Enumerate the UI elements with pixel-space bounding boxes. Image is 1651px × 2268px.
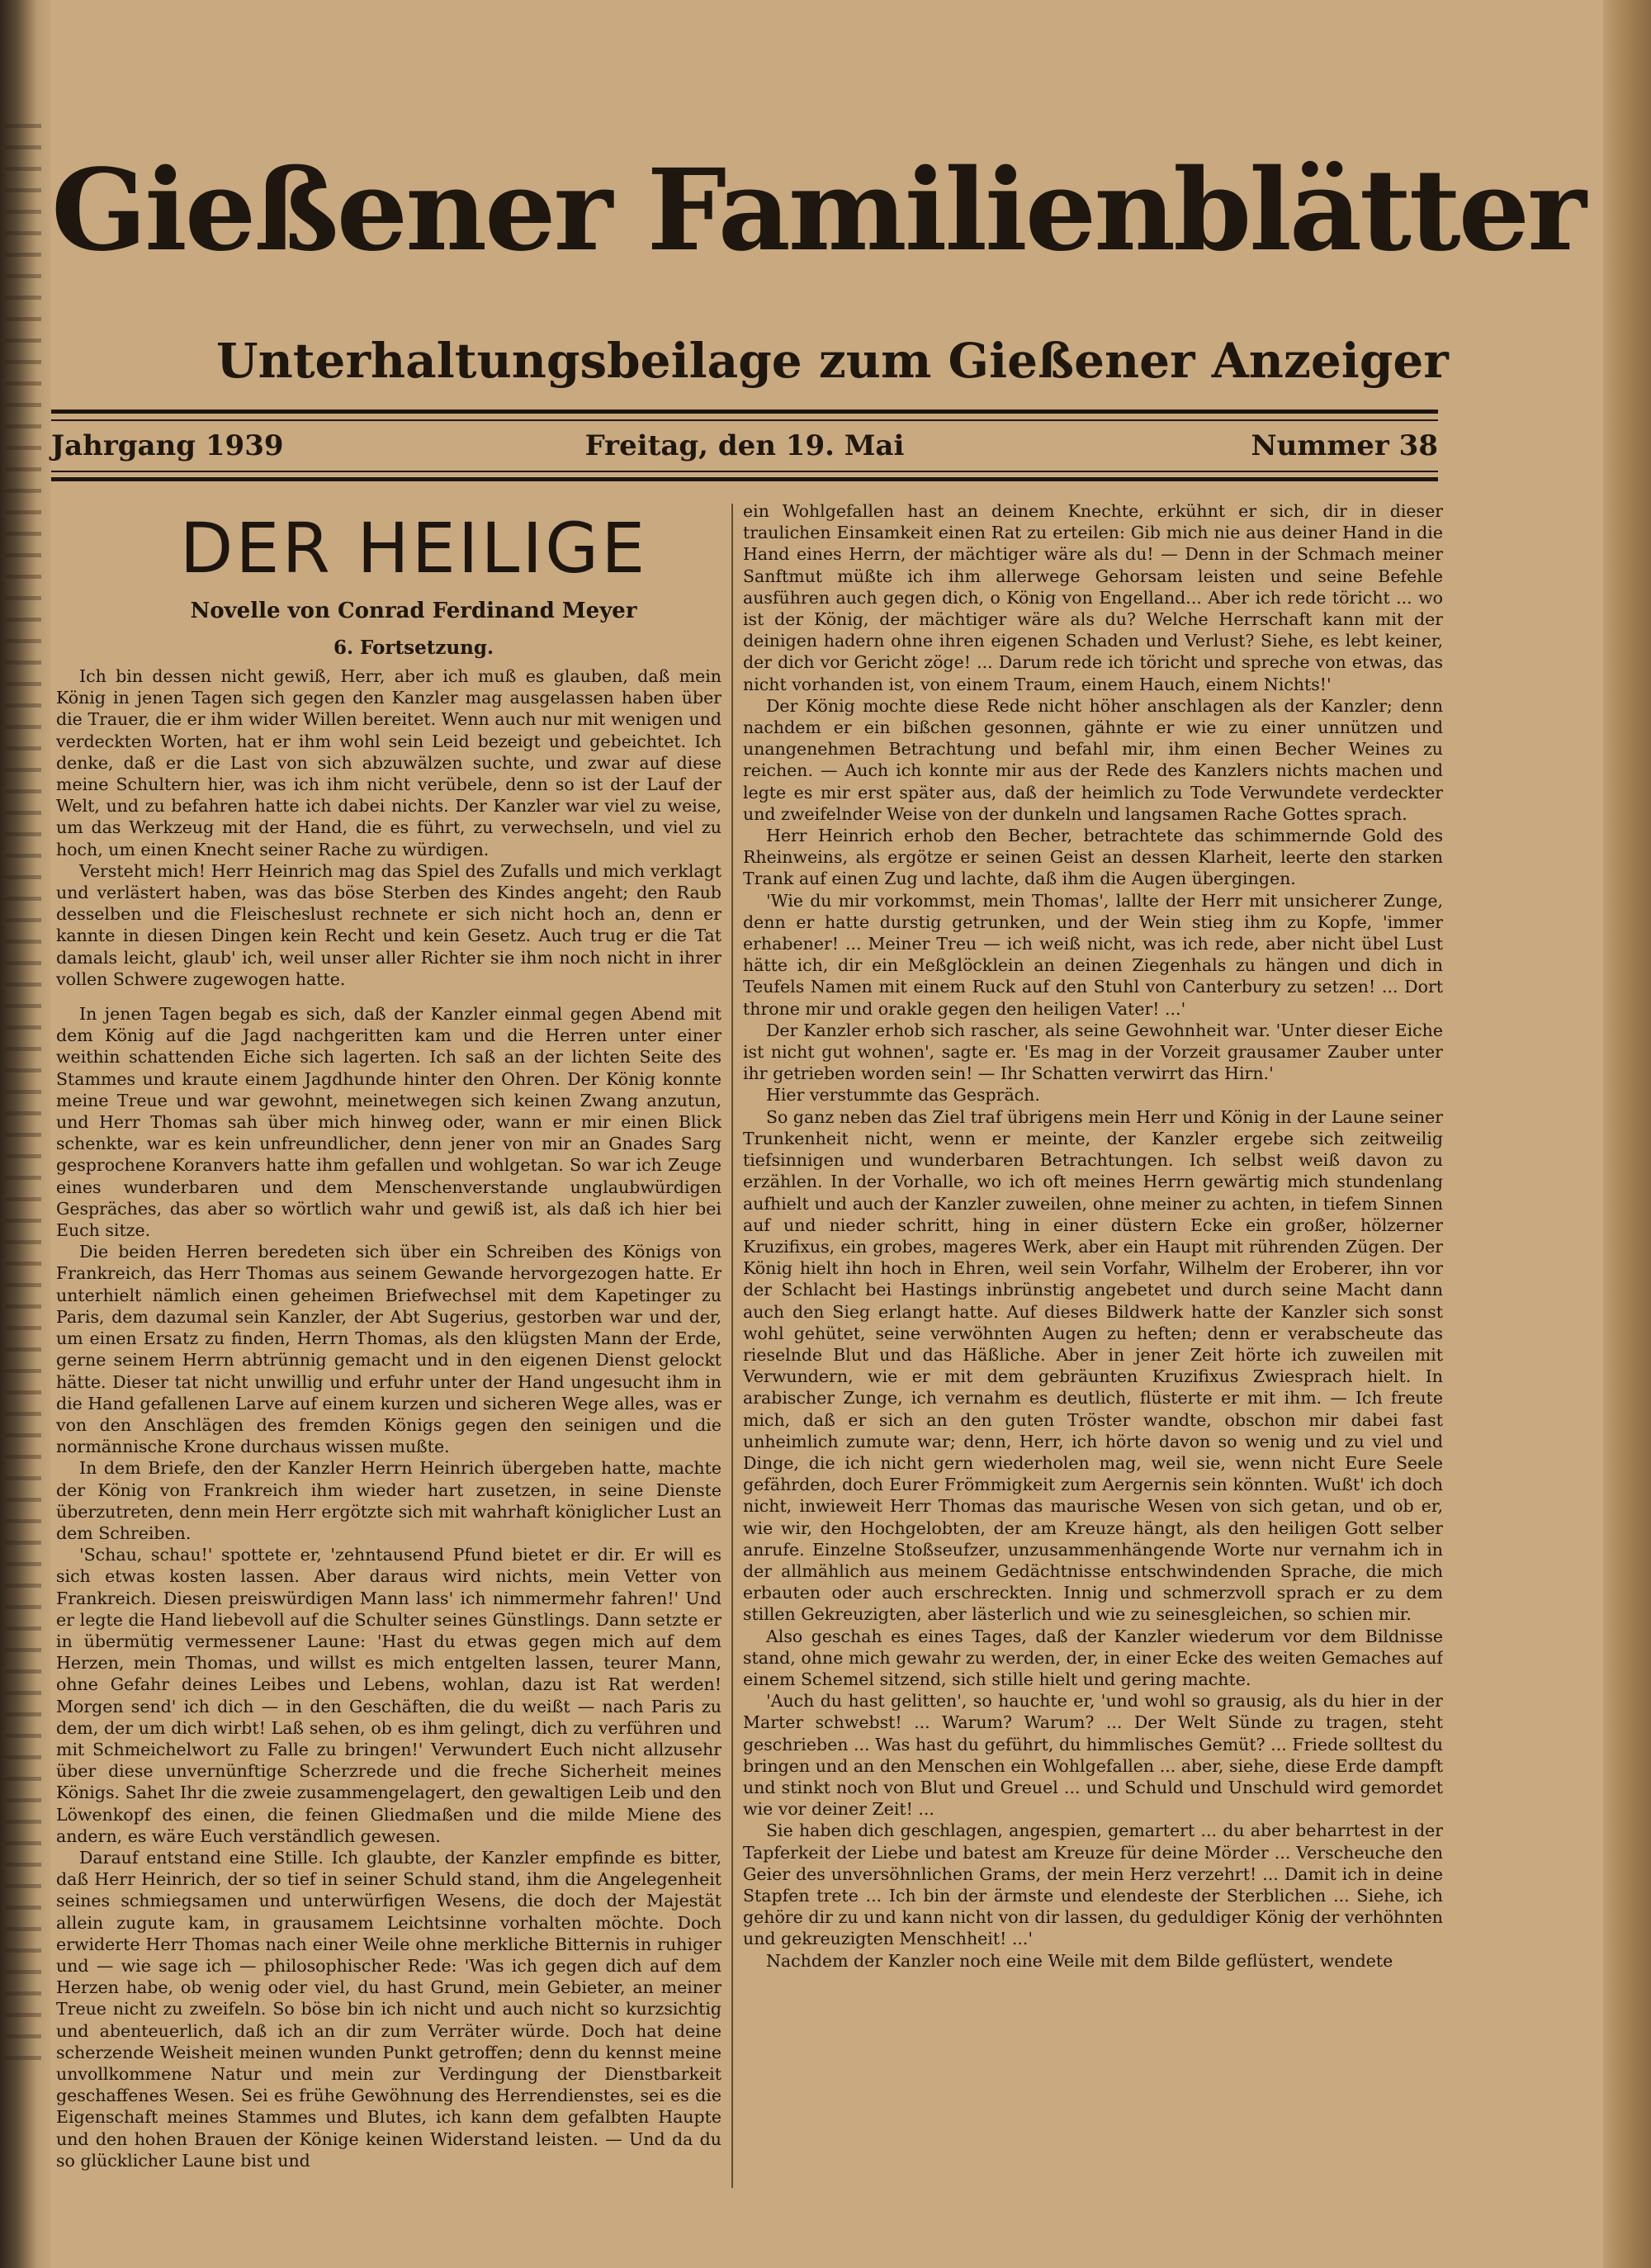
article-subtitle: Novelle von Conrad Ferdinand Meyer [190,599,637,623]
paragraph: 'Schau, schau!' spottete er, 'zehntausend Pfund bietet er dir. Er will es sich etwas kosten lassen. Aber daraus wird nichts, mein Vetter von Frankreich. Diesen preiswürdigen Mann lass' ich nimmermehr fahren!' Und er legte die Hand liebevoll auf die Schulter seines Günstlings. Dann setzte er in übermütig vermessener Laune: 'Hast du etwas gegen mich auf dem Herzen, mein Thomas, und willst es mich entgelten lassen, teurer Mann, ohne Gefahr deines Leibes und Lebens, wohlan, dazu ist Rat werden! Morgen send' ich dich — in den Geschäften, die du weißt — nach Paris zu dem, der um dich wirbt! Laß sehen, ob es ihm gelingt, dich zu verführen und mit Schmeichelwort zu Falle zu bringen!' Verwundert Euch nicht allzusehr über diese unvernünftige Scherzrede und die freche Sicherheit meines Königs. Sahet Ihr die zweie zusammengelagert, den gewaltigen Leib und den Löwenkopf des einen, die feinen Gliedmaßen und die milde Miene des andern, es wäre Euch verständlich gewesen. [56,1545,721,1846]
issue-date: Freitag, den 19. Mai [584,429,905,462]
book-binding-edge [0,0,51,2268]
page-stack-edge [1603,0,1651,2268]
paragraph: In dem Briefe, den der Kanzler Herrn Heinrich übergeben hatte, machte der König von Frankreich ihm wieder hart zusetzen, in seine Dienste überzutreten, denn mein Herr ergötzte sich mit wahrhaft königlicher Lust an dem Schreiben. [56,1458,721,1543]
article-column-left [56,500,721,2193]
masthead-subtitle: Unterhaltungsbeilage zum Gießener Anzeiger [216,333,1449,389]
column-divider [731,504,733,2188]
header-rule [51,419,1438,421]
paragraph: 'Auch du hast gelitten', so hauchte er, 'und wohl so grausig, als du hier in der Marter schwebst! ... Warum? Warum? ... Der Welt Sünde zu tragen, steht geschrieben ... Was hast du geführt, du himmlisches Gemüt? ... Friede solltest du bringen und an den Menschen ein Wohlgefallen ... aber, siehe, diese Erde dampft und stinkt noch von Blut und Greuel ... und Schuld und Unschuld wird gemordet wie vor deiner Zeit! ... [743,1691,1443,1820]
header-rule [51,477,1438,481]
paragraph: 'Wie du mir vorkommst, mein Thomas', lallte der Herr mit unsicherer Zunge, denn er hatte durstig getrunken, und der Wein stieg ihm zu Kopfe, 'immer erhabener! ... Meiner Treu — ich weiß nicht, was ich rede, aber nicht übel Lust hätte ich, dir ein Meßglöcklein an deinen Ziegenhals zu hängen und dich in Teufels Namen mit einem Ruck auf den Stuhl von Canterbury zu setzen! ... Dort throne mir und orakle gegen den heiligen Vater! ...' [743,890,1443,1019]
paragraph: Der König mochte diese Rede nicht höher anschlagen als der Kanzler; denn nachdem er ein bißchen gesonnen, gähnte er wie zu einer unnützen und unangenehmen Betrachtung und befahl mir, ihm einen Becher Weines zu reichen. — Auch ich konnte mir aus der Rede des Kanzlers nichts machen und legte es mir erst später aus, daß der heimlich zu Tode Verwundete verdeckter und zweifelnder Weise von der dunkeln und langsamen Rache Gottes sprach. [743,695,1443,824]
paragraph: Sie haben dich geschlagen, angespien, gemartert ... du aber beharrtest in der Tapferkeit der Liebe und batest am Kreuze für deine Mörder ... Verscheuche den Geier des unversöhnlichen Grams, der mein Herz verzehrt! ... Damit ich in deine Stapfen trete ... Ich bin der ärmste und elendeste der Sterblichen ... Siehe, ich gehöre dir zu und kann nicht von dir lassen, du geduldiger König der verhöhnten und gekreuzigten Menschheit! ...' [743,1821,1443,1949]
paragraph: So ganz neben das Ziel traf übrigens mein Herr und König in der Laune seiner Trunkenheit nicht, wenn er meinte, der Kanzler ergebe sich zeitweilig tiefsinnigen und wunderbaren Betrachtungen. Ich selbst weiß davon zu erzählen. In der Vorhalle, wo ich oft meines Herrn gewärtig mich stundenlang aufhielt und auch der Kanzler zuweilen, ohne meiner zu achten, in tiefem Sinnen auf und nieder schritt, hing in einer düstern Ecke ein großer, hölzerner Kruzifixus, ein grobes, mageres Werk, aber ein Haupt mit rührenden Zügen. Der König hielt ihn hoch in Ehren, weil sein Vorfahr, Wilhelm der Eroberer, ihn vor der Schlacht bei Hastings inbrünstig angebetet und durch seine Macht dann auch den Sieg erlangt hatte. Auf dieses Bildwerk hatte der Kanzler sich sonst wohl gehütet, seine verwöhnten Augen zu heften; denn er verabscheute das rieselnde Blut und das Häßliche. Aber in jener Zeit hörte ich zuweilen mit Verwundern, wie er mit dem gebräunten Kruzifixus Zwiesprach hielt. In arabischer Zunge, ich vernahm es deutlich, flüsterte er mit ihm. — Ich freute mich, daß er sich an den guten Tröster wandte, obschon mir dabei fast unheimlich zumute war; denn, Herr, ich hörte davon so wenig und zu viel und Dinge, die ich nicht gern wiederholen mag, weil sie, wenn nicht Eure Seele gefährden, doch Eurer Frömmigkeit zum Aergernis sein könnten. Wußt' ich doch nicht, inwieweit Herr Thomas das maurische Wesen von sich getan, und ob er, wie wir, den Hochgelobten, der am Kreuze hängt, als den heiligen Gott selber anrufe. Einzelne Stoßseufzer, unzusammenhängende Worte nur vernahm ich in der allmählich aus meinem Gedächtnisse entschwindenden Sprache, die mich erbauten oder auch erschreckten. Innig und schmerzvoll sprach er zu dem stillen Gekreuzigten, aber lästerlich und wie zu seinesgleichen, so schien mir. [743,1106,1443,1625]
volume-label: Jahrgang 1939 [51,429,284,462]
paragraph: Herr Heinrich erhob den Becher, betrachtete das schimmernde Gold des Rheinweins, als ergötze er seinen Geist an dessen Klarheit, leerte den starken Trank auf einen Zug und lachte, daß ihm die Augen übergingen. [743,826,1443,889]
header-rule [51,471,1438,472]
paragraph: Also geschah es eines Tages, daß der Kanzler wiederum vor dem Bildnisse stand, ohne mich gewahr zu werden, der, in einer Ecke des weiten Gemaches auf einem Schemel sitzend, sich stille hielt und gering machte. [743,1626,1443,1689]
paragraph: Darauf entstand eine Stille. Ich glaubte, der Kanzler empfinde es bitter, daß Herr Heinrich, der so tief in seiner Schuld stand, ihm die Angelegenheit seines schmiegsamen und unterwürfigen Wesens, die doch der Majestät allein zugute kam, in grausamem Leichtsinne vorhalten möchte. Doch erwiderte Herr Thomas nach einer Weile ohne merkliche Bitternis in ruhiger und — wie sage ich — philosophischer Rede: 'Was ich gegen dich auf dem Herzen habe, ob wenig oder viel, du hast Grund, mein Gebieter, an meiner Treue nicht zu zweifeln. So böse bin ich nicht und auch nicht so kurzsichtig und abenteuerlich, daß ich an dir zum Verräter würde. Doch hat deine scherzende Weisheit meinen wunden Punkt getroffen; denn du kennst meine unvollkommene Natur und mein zur Verdingung der Dienstbarkeit geschaffenes Wesen. Sei es frühe Gewöhnung des Herrendienstes, sei es die Eigenschaft meines Stammes und Blutes, ich kann dem gefalbten Haupte und den hohen Brauen der Könige keinen Widerstand leisten. — Und da du so glücklicher Laune bist und [56,1847,721,2171]
masthead-title: Gießener Familienblätter [51,144,1584,277]
article-title: DER HEILIGE [179,508,648,589]
paragraph: Die beiden Herren beredeten sich über ein Schreiben des Königs von Frankreich, das Herr Thomas aus seinem Gewande hervorgezogen hatte. Er unterhielt nämlich einen geheimen Briefwechsel mit dem Kapetinger zu Paris, dem dazumal sein Kanzler, der Abt Sugerius, gestorben war und der, um einen Ersatz zu finden, Herrn Thomas, als den klügsten Mann der Erde, gerne seinem Herrn abtrünnig gemacht und in den eigenen Dienst gelockt hätte. Dieser tat nicht unwillig und erfuhr unter der Hand ungesucht ihm in die Hand gefallenen Larve auf einem kurzen und sicheren Wege alles, was er von den Anschlägen des fremden Königs gegen den seinigen und die normännische Krone durchaus wissen mußte. [56,1242,721,1457]
issue-number: Nummer 38 [1251,429,1438,462]
adjacent-page-text-strip [5,124,41,2064]
article-installment: 6. Fortsetzung. [334,637,494,659]
paragraph: In jenen Tagen begab es sich, daß der Kanzler einmal gegen Abend mit dem König auf die Jagd nachgeritten kam und die Herren unter einer weithin schattenden Eiche sich lagerten. Ich saß an der lichten Seite des Stammes und kraute einem Jagdhunde hinter den Ohren. Der König konnte meine Treue und war gewohnt, meinetwegen sich keinen Zwang anzutun, und Herr Thomas sah über mich hinweg oder, wann er mir einen Blick schenkte, war es kein unfreundlicher, denn jener von mir an Gnades Sarg gesprochene Koranvers hatte ihm gefallen und wohlgetan. So war ich Zeuge eines wunderbaren und dem Menschenverstande unglaubwürdigen Gespräches, das aber so wörtlich wahr und gewiß ist, als daß ich hier bei Euch sitze. [56,1004,721,1241]
header-rule [51,410,1438,414]
paragraph: Versteht mich! Herr Heinrich mag das Spiel des Zufalls und mich verklagt und verlästert haben, was das böse Sterben des Kindes angeht; den Raub desselben und die Fleischeslust rechnete er sich nicht hoch an, denn er kannte in diesen Dingen kein Recht und kein Gesetz. Auch trug er die Tat damals leicht, glaub' ich, weil unser aller Richter sie ihm noch nicht in ihrer vollen Schwere zugewogen hatte. [56,860,721,989]
article-column-right [743,500,1443,2193]
paragraph: Hier verstummte das Gespräch. [766,1085,1040,1106]
dateline [51,423,1438,469]
paragraph: ein Wohlgefallen hast an deinem Knechte, erkühnt er sich, dir in dieser traulichen Einsamkeit einen Rat zu erteilen: Gib mich nie aus deiner Hand in die Hand eines Herrn, der mächtiger wäre als du! — Denn in der Schmach meiner Sanftmut müßte ich ihm allerwege Gehorsam leisten und seine Befehle ausführen auch gegen dich, o König von Engelland... Aber ich rede töricht ... wo ist der König, der mächtiger wäre als du? Welche Herrschaft kann mit der deinigen hadern ohne ihren eigenen Schaden und Verlust? Siehe, es lebt keiner, der dich vor Gericht zöge! ... Darum rede ich töricht und spreche von etwas, das nicht vorhanden ist, von einem Traum, einem Hauch, einem Nichts!' [743,501,1443,694]
paragraph: Der Kanzler erhob sich rascher, als seine Gewohnheit war. 'Unter dieser Eiche ist nicht gut wohnen', sagte er. 'Es mag in der Vorzeit grausamer Zauber unter ihr getrieben worden sein! — Ihr Schatten verwirrt das Hirn.' [743,1020,1443,1084]
paragraph: Ich bin dessen nicht gewiß, Herr, aber ich muß es glauben, daß mein König in jenen Tagen sich gegen den Kanzler mag ausgelassen haben über die Trauer, die er ihm wider Willen bereitet. Wenn auch nur mit wenigen und verdeckten Worten, hat er ihm wohl sein Leid bezeigt und gebeichtet. Ich denke, daß er die Last von sich abzuwälzen suchte, und zwar auf diese meine Schultern hier, was ich ihm nicht verübele, denn so ist der Lauf der Welt, und zu befahren hatte ich dabei nichts. Der Kanzler war viel zu weise, um das Werkzeug mit der Hand, die es führt, zu verwechseln, und viel zu hoch, um einen Knecht seiner Rache zu würdigen. [56,666,721,859]
paragraph: Nachdem der Kanzler noch eine Weile mit dem Bilde geflüstert, wendete [766,1950,1393,1971]
